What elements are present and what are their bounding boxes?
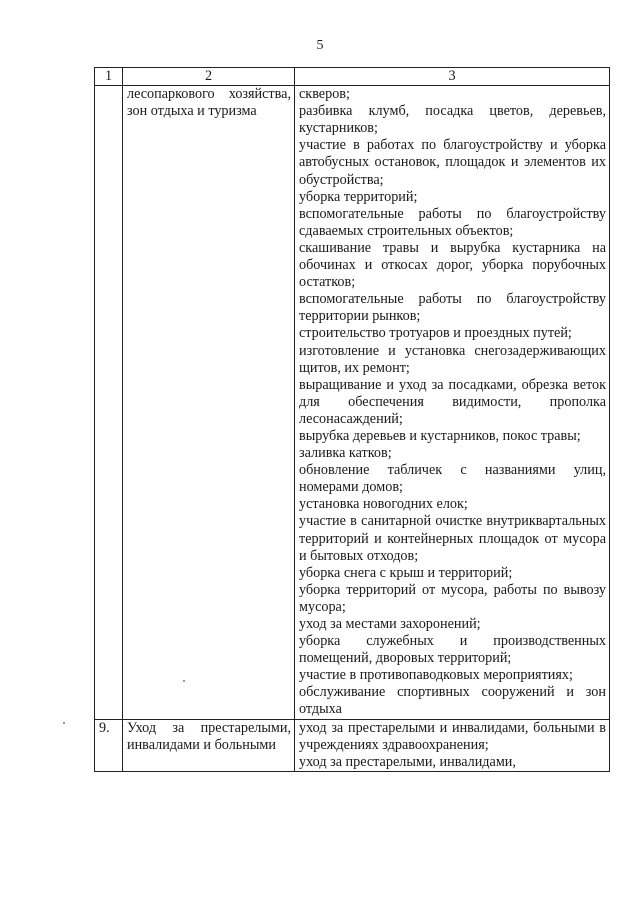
work-item: обслуживание спортивных сооружений и зон отдыха: [299, 684, 606, 718]
work-item: уход за престарелыми и инвалидами, больными в учреждениях здравоохранения;: [299, 719, 606, 753]
work-item: вырубка деревьев и кустарников, покос травы;: [299, 427, 581, 444]
work-item: уборка служебных и производственных помещений, дворовых территорий;: [299, 633, 606, 667]
work-item: участие в работах по благоустройству и уборка автобусных остановок, площадок и элементов их обустройства;: [299, 137, 606, 188]
work-item: уход за местами захоронений;: [299, 616, 481, 632]
scan-speck: [63, 722, 65, 724]
works-list-cell: [295, 86, 610, 719]
work-item: изготовление и установка снегозадерживающих щитов, их ремонт;: [299, 342, 606, 376]
work-type-name: лесопаркового хозяйства, зон отдыха и туризма: [123, 86, 295, 719]
row-number: [95, 86, 123, 719]
row-number: 9.: [95, 719, 123, 771]
column-header-2: 2: [123, 68, 295, 86]
work-item: вспомогательные работы по благоустройству сдаваемых строительных объектов;: [299, 205, 606, 239]
column-header-3: 3: [295, 68, 610, 86]
work-item: уход за престарелыми, инвалидами,: [299, 753, 516, 770]
work-item: заливка катков;: [299, 445, 392, 462]
column-header-1: 1: [95, 68, 123, 86]
work-item: разбивка клумб, посадка цветов, деревьев, кустарников;: [299, 103, 606, 137]
work-item: скверов;: [299, 86, 350, 103]
works-table: [94, 67, 610, 772]
work-item: скашивание травы и вырубка кустарника на обочинах и откосах дорог, уборка порубочных остатков;: [299, 239, 606, 291]
page-number: 5: [316, 38, 324, 53]
work-item: установка новогодних елок;: [299, 496, 468, 513]
work-item: участие в противопаводковых мероприятиях;: [299, 667, 573, 684]
work-item: участие в санитарной очистке внутриквартальных территорий и контейнерных площадок от мусора и бытовых отходов;: [299, 513, 606, 564]
table-header-row: [95, 68, 610, 86]
scan-speck: [183, 680, 185, 682]
work-item: уборка снега с крыш и территорий;: [299, 564, 513, 581]
work-item: уборка территорий;: [299, 188, 418, 205]
table-row: [95, 719, 610, 771]
table-row: [95, 86, 610, 719]
works-list-cell: [295, 719, 610, 771]
work-type-name: Уход за престарелыми, инвалидами и больными: [123, 719, 295, 771]
work-item: выращивание и уход за посадками, обрезка веток для обеспечения видимости, прополка лесонасаждений;: [299, 376, 606, 427]
work-item: строительство тротуаров и проездных путей;: [299, 325, 572, 342]
work-item: вспомогательные работы по благоустройству территории рынков;: [299, 291, 606, 325]
work-item: обновление табличек с названиями улиц, номерами домов;: [299, 462, 606, 496]
work-item: уборка территорий от мусора, работы по вывозу мусора;: [299, 581, 606, 615]
